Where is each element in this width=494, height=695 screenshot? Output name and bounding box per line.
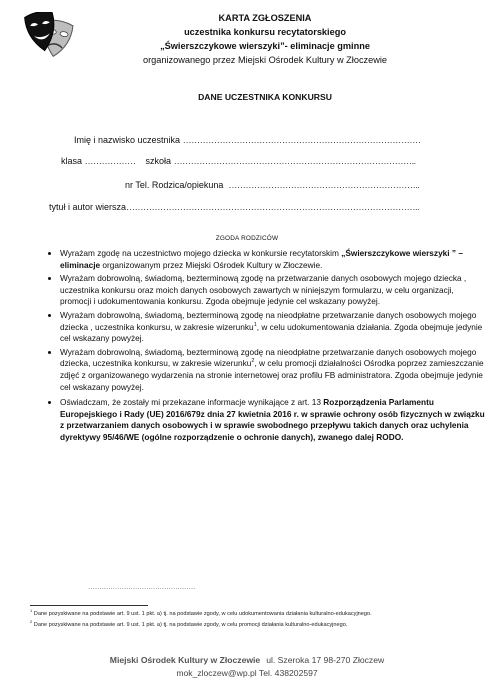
signature-line[interactable]: ………………………………………… — [88, 584, 196, 591]
consent-text: Wyrażam dobrowolną, świadomą, bezterminową zgodę na nieodpłatne przetwarzanie danych osobowych mojego dziecka, uczestnika konkursu, w zakresie wizerunku — [60, 346, 477, 369]
form-header — [95, 11, 435, 67]
consent-title: ZGODA RODZICÓW — [215, 235, 279, 242]
consent-item-image-promotion — [60, 347, 486, 393]
name-field[interactable] — [74, 135, 421, 145]
footnote-number: 2 — [30, 618, 33, 624]
organizer-line: organizowanego przez Miejski Ośrodek Kultury w Złoczewie — [142, 55, 388, 65]
school-input-line[interactable]: ………………………………………………………………………….. — [173, 156, 416, 166]
consent-text: , w celu udokumentowania działania. Zgoda obejmuje jedynie cel wskazany powyżej. — [60, 321, 483, 344]
consent-item-participation — [60, 248, 486, 271]
consent-item-image-documentation — [60, 310, 486, 345]
consent-text: , w celu promocji działalności Ośrodka poprzez zamieszczanie zdjęć z organizowanego wydarzenia na stronie internetowej oraz profilu FB administratora. Zgoda obejmuje jedynie cel wskazany powyżej. — [60, 358, 484, 392]
footnote-ref: 2 — [251, 358, 255, 365]
poem-input-line[interactable]: ………………………………………………………………………………………….. — [126, 202, 420, 212]
footer-org: Miejski Ośrodek Kultury w Złoczewie — [109, 655, 261, 665]
rodo-reference: Rozporządzenia Parlamentu Europejskiego i Rady (UE) 2016/679z dnia 27 kwietnia 2016 r. w sprawie ochrony osób fizycznych w związku z przetwarzaniem danych osobowych i w sprawie swobodnego przepływu takich danych oraz uchylenia dyrektywy 95/46/WE (ogólne rozporządzenie o ochronie danych), zwanego dalej RODO. — [60, 397, 485, 442]
school-label: szkoła — [145, 156, 172, 166]
phone-field[interactable] — [125, 180, 419, 190]
consent-text: Wyrażam dobrowolną, świadomą, bezterminową zgodę na nieodpłatne przetwarzanie danych osobowych mojego dziecka , uczestnika konkursu, w zakresie wizerunku — [60, 309, 477, 332]
form-subtitle: uczestnika konkursu recytatorskiego — [184, 27, 346, 37]
contest-name: „Świerszczykowe wierszyki”- eliminacje gminne — [160, 41, 370, 51]
page-footer — [0, 654, 494, 680]
footnote-ref: 1 — [253, 321, 257, 328]
class-school-field[interactable] — [61, 156, 416, 166]
consent-text: Wyrażam zgodę na uczestnictwo mojego dziecka w konkursie recytatorskim — [60, 248, 342, 258]
footer-contact: mok_zloczew@wp.pl Tel. 438202597 — [176, 668, 318, 678]
footer-address: ul. Szeroka 17 98-270 Złoczew — [266, 655, 385, 665]
footnote-1 — [30, 607, 470, 618]
consent-text: organizowanym przez Miejski Ośrodek Kultury w Złoczewie. — [100, 259, 323, 270]
phone-label: nr Tel. Rodzica/opiekuna — [125, 180, 224, 190]
class-label: klasa — [61, 156, 83, 166]
name-label: Imię i nazwisko uczestnika — [74, 135, 181, 145]
form-title: KARTA ZGŁOSZENIA — [218, 13, 312, 23]
poem-field[interactable] — [49, 202, 419, 212]
consent-item-data-processing: • Wyrażam dobrowolną, świadomą, bezterminową zgodę na przetwarzanie danych osobowych mojego dziecka , uczestnika konkursu oraz moich danych osobowych zawartych w niniejszym formularzu, w celu organizacji, promocji i udokumentowania konkursu. Zgoda obejmuje jedynie cel wskazany powyżej. — [60, 273, 486, 308]
consent-item-rodo — [60, 397, 486, 443]
footnote-text: Dane pozyskiwane na podstawie art. 9 ust. 1 pkt. a) tj. na podstawie zgody, w celu udokumentowania działania kulturalno-edukacyjnego. — [32, 610, 372, 617]
footnote-2 — [30, 618, 470, 629]
consent-text: Oświadczam, że zostały mi przekazane informacje wynikające z art. 13 — [60, 397, 324, 408]
class-input-line[interactable]: ……………… — [84, 156, 136, 166]
section-title: DANE UCZESTNIKA KONKURSU — [198, 92, 332, 102]
footnote-text: Dane pozyskiwane na podstawie art. 9 ust. 1 pkt. a) tj. na podstawie zgody, w celu promocji działania kulturalno-edukacyjnego. — [32, 621, 348, 628]
consent-list — [42, 248, 486, 446]
name-input-line[interactable]: ………………………………………………………………………… — [182, 135, 421, 145]
footnote-number: 1 — [30, 608, 33, 613]
footnotes — [30, 607, 470, 629]
theatre-masks-icon — [20, 12, 78, 64]
footnote-divider — [30, 605, 148, 606]
contest-name-inline: „Świerszczykowe wierszyki ” – eliminacje — [60, 248, 463, 270]
phone-input-line[interactable]: ………………………………………………………….. — [228, 180, 420, 190]
poem-label: tytuł i autor wiersza — [49, 202, 127, 212]
